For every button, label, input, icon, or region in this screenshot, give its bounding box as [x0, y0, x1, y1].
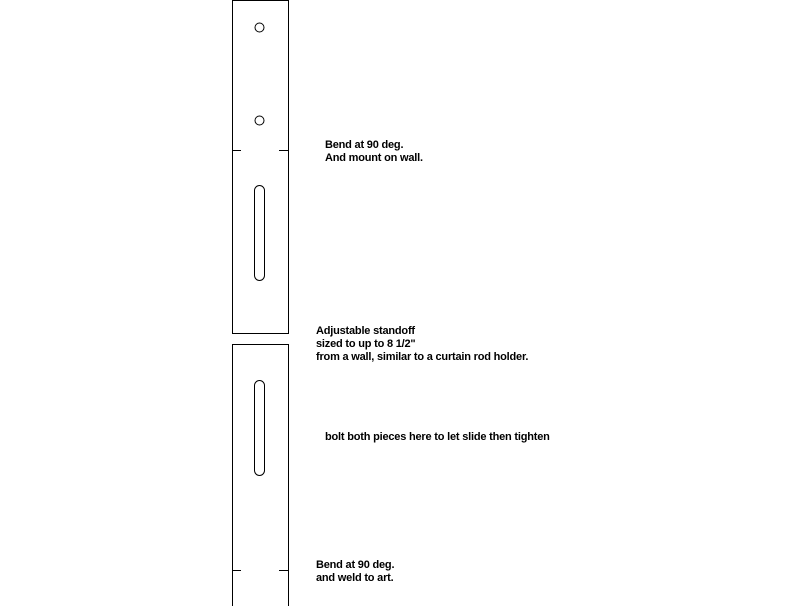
bend-weld-note: [316, 559, 394, 585]
standoff-note-line3: from a wall, similar to a curtain rod holder.: [316, 351, 529, 363]
bolt-note-line1: bolt both pieces here to let slide then tighten: [325, 431, 550, 443]
bend-mount-note-line1: Bend at 90 deg.: [325, 139, 404, 151]
upper-bracket: [232, 1, 289, 334]
upper-bracket-outline: [233, 1, 289, 334]
bend-mount-note-line2: And mount on wall.: [325, 152, 423, 164]
standoff-note-line2: sized to up to 8 1/2": [316, 338, 416, 350]
mount-hole-bottom: [255, 116, 264, 125]
bolt-note: [325, 431, 550, 444]
lower-adjust-slot: [255, 381, 265, 476]
standoff-note-line1: Adjustable standoff: [316, 325, 415, 337]
mount-hole-top: [255, 23, 264, 32]
bend-mount-note: [325, 139, 423, 165]
standoff-note: [316, 325, 528, 364]
bend-weld-note-line1: Bend at 90 deg.: [316, 559, 395, 571]
bend-weld-note-line2: and weld to art.: [316, 572, 394, 584]
lower-bracket: [232, 345, 289, 606]
upper-adjust-slot: [255, 186, 265, 281]
